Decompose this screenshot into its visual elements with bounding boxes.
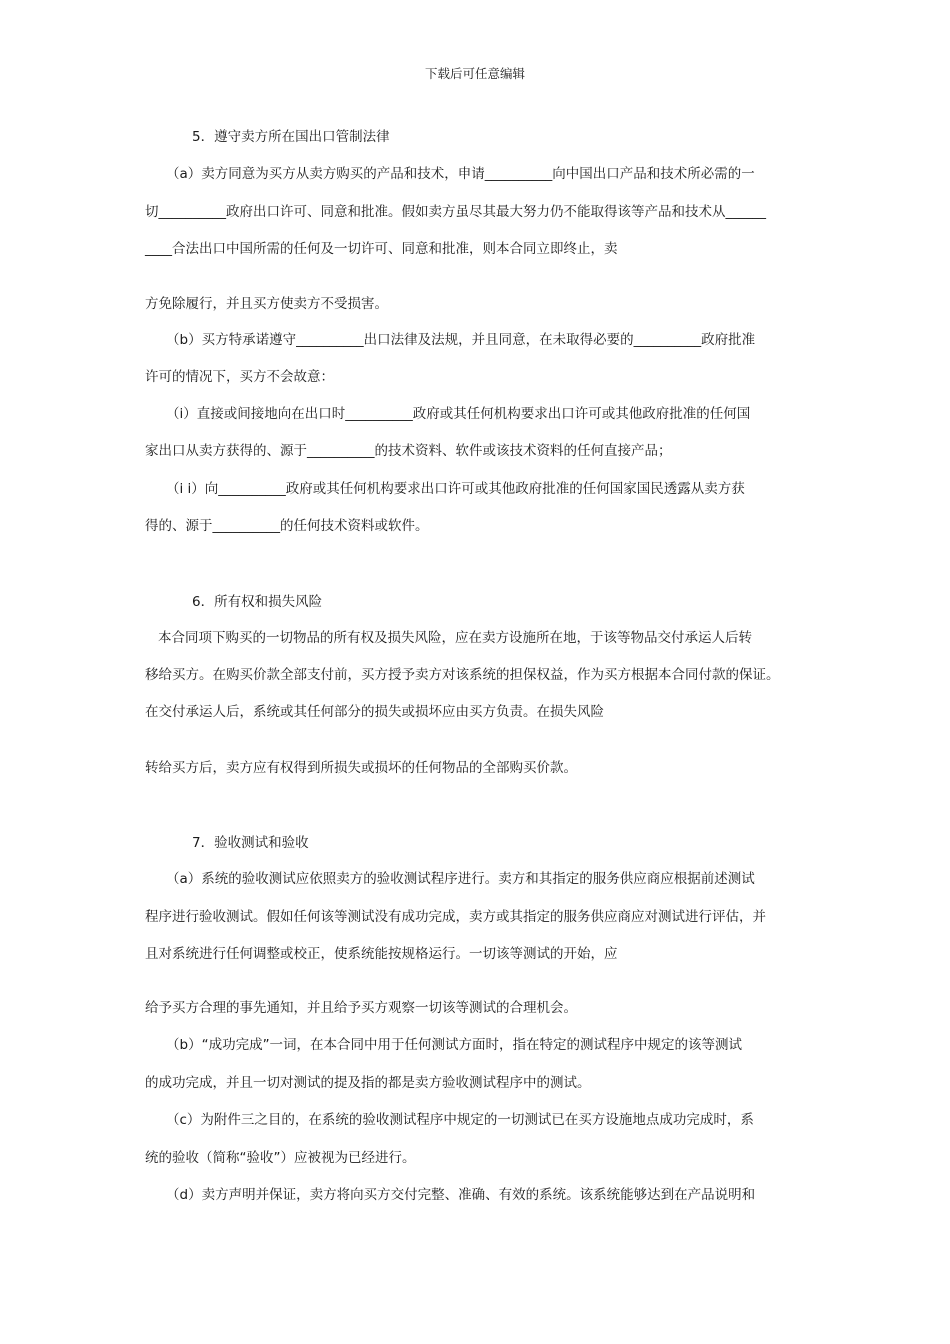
- section-6-heading: 6．所有权和损失风险: [192, 594, 323, 610]
- text-line: （i i）向__________政府或其任何机构要求出口许可或其他政府批准的任何国家国民透露从卖方获: [166, 481, 745, 497]
- text-line: 本合同项下购买的一切物品的所有权及损失风险，应在卖方设施所在地，于该等物品交付承运人后转: [158, 630, 752, 646]
- text-line: 在交付承运人后，系统或其任何部分的损失或损坏应由买方负责。在损失风险: [145, 704, 604, 720]
- text-line: 的成功完成，并且一切对测试的提及指的都是卖方验收测试程序中的测试。: [145, 1075, 591, 1091]
- text-line: （a）系统的验收测试应依照卖方的验收测试程序进行。卖方和其指定的服务供应商应根据前述测试: [166, 871, 755, 887]
- text-line: 切__________政府出口许可、同意和批准。假如卖方虽尽其最大努力仍不能取得该等产品和技术从______: [145, 204, 766, 220]
- text-line: 统的验收（简称“验收”）应被视为已经进行。: [145, 1150, 416, 1166]
- text-line: 移给买方。在购买价款全部支付前，买方授予卖方对该系统的担保权益，作为买方根据本合同付款的保证。: [145, 667, 780, 683]
- text-line: 家出口从卖方获得的、源于__________的技术资料、软件或该技术资料的任何直接产品；: [145, 443, 672, 459]
- section-5-heading: 5．遵守卖方所在国出口管制法律: [192, 129, 390, 145]
- text-line: 得的、源于__________的任何技术资料或软件。: [145, 518, 429, 534]
- text-line: 方免除履行，并且买方使卖方不受损害。: [145, 296, 388, 312]
- text-line: （d）卖方声明并保证，卖方将向买方交付完整、准确、有效的系统。该系统能够达到在产品说明和: [166, 1187, 756, 1203]
- text-line: （c）为附件三之目的，在系统的验收测试程序中规定的一切测试已在买方设施地点成功完成时，系: [166, 1112, 754, 1128]
- text-line: 程序进行验收测试。假如任何该等测试没有成功完成，卖方或其指定的服务供应商应对测试进行评估，并: [145, 909, 766, 925]
- text-line: （i）直接或间接地向在出口时__________政府或其任何机构要求出口许可或其他政府批准的任何国: [166, 406, 751, 422]
- text-line: 转给买方后，卖方应有权得到所损失或损坏的任何物品的全部购买价款。: [145, 760, 577, 776]
- text-line: ____合法出口中国所需的任何及一切许可、同意和批准，则本合同立即终止，卖: [145, 241, 618, 257]
- text-line: 许可的情况下，买方不会故意：: [145, 369, 334, 385]
- text-line: （a）卖方同意为买方从卖方购买的产品和技术，申请__________向中国出口产品和技术所必需的一: [166, 166, 755, 182]
- text-line: （b）买方特承诺遵守__________出口法律及法规，并且同意，在未取得必要的__________政府批准: [166, 332, 756, 348]
- text-line: 给予买方合理的事先通知，并且给予买方观察一切该等测试的合理机会。: [145, 1000, 577, 1016]
- text-line: 且对系统进行任何调整或校正，使系统能按规格运行。一切该等测试的开始，应: [145, 946, 618, 962]
- section-7-heading: 7．验收测试和验收: [192, 835, 309, 851]
- text-line: （b）“成功完成”一词，在本合同中用于任何测试方面时，指在特定的测试程序中规定的该等测试: [166, 1037, 743, 1053]
- page-header: 下载后可任意编辑: [424, 66, 525, 81]
